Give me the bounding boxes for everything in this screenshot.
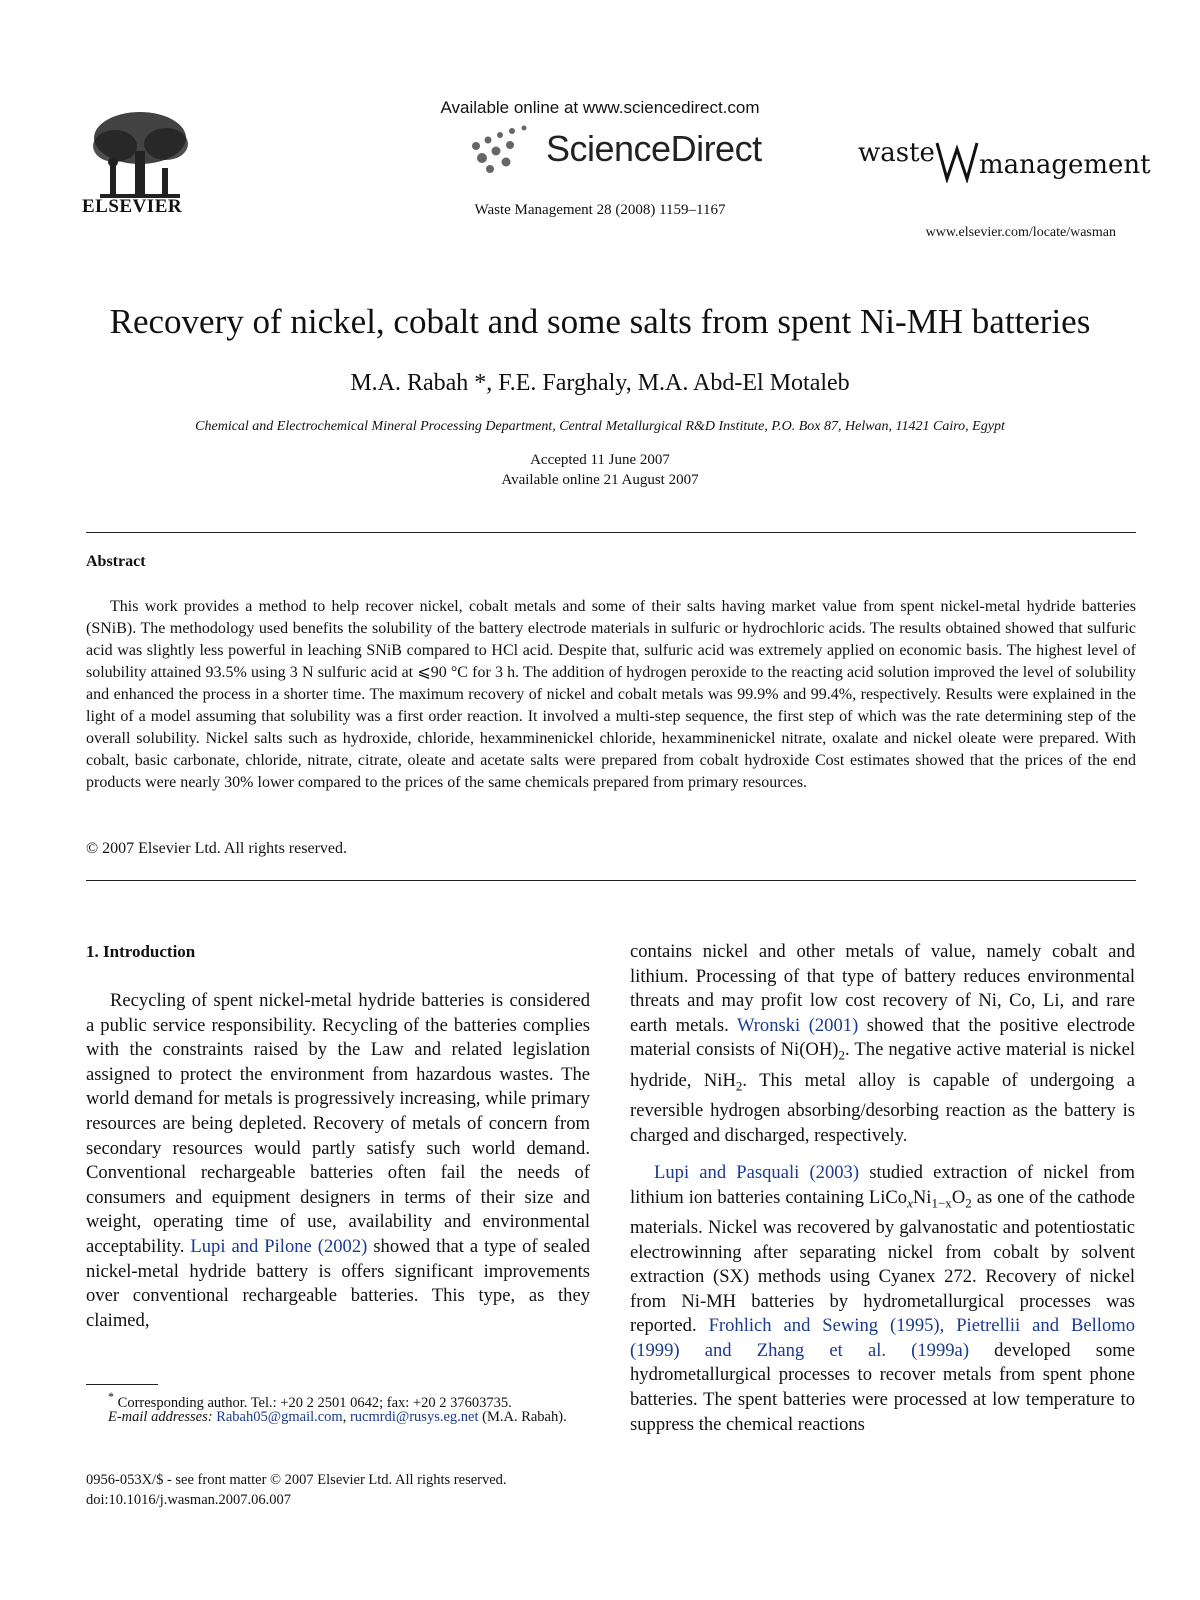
paragraph-text: developed some hydrometallurgical processes to recover metals from spent phone batteries. The spent batteries were processed at low temperature to suppress the chemical reactions — [630, 1339, 1135, 1435]
intro-text: Recycling of spent nickel-metal hydride batteries is considered a public service responsibility. Recycling of the batteries complies with the constraints raised by the Law and related legislation assigned to protect the environment from hazardous wastes. The world demand for metals is progressively increasing, while primary resources are being depleted. Recovery of metals of concern from secondary resources would partly satisfy such world demand. Conventional rechargeable batteries often fail the needs of consumers and equipment designers in terms of their size and weight, operating time of use, availability and environmental acceptability. — [86, 990, 590, 1257]
section-heading-introduction: 1. Introduction — [86, 942, 196, 961]
publisher-name: ELSEVIER — [82, 196, 183, 217]
email-link-1[interactable]: Rabah05@gmail.com — [216, 1409, 343, 1425]
email-link-2[interactable]: rucmrdi@rusys.eg.net — [349, 1409, 479, 1425]
citation-link[interactable]: Lupi and Pasquali (2003) — [654, 1162, 860, 1183]
waste-management-w-icon — [935, 139, 979, 183]
right-paragraph-1 — [630, 940, 1135, 1148]
paragraph-text: contains nickel and other metals of value, namely cobalt and lithium. Processing of that type of battery reduces environmental threats and may profit low cost recovery of Ni, Co, Li, and rare earth metals. — [630, 941, 1135, 1036]
paragraph-text: as one of the cathode materials. Nickel was recovered by galvanostatic and potentiostatic electrowinning after separating nickel from cobalt by solvent extraction (SX) methods using Cyanex 272. Recovery of nickel from Ni-MH batteries by hydrometallurgical processes was reported. — [630, 1186, 1136, 1337]
doi[interactable]: doi:10.1016/j.wasman.2007.06.007 — [86, 1492, 292, 1508]
footnote-marker: * — [108, 1390, 115, 1404]
available-online-text: Available online at www.sciencedirect.com — [440, 98, 760, 117]
paragraph-text: showed that the positive electrode material consists of Ni(OH) — [630, 1014, 1135, 1061]
accepted-date: Accepted 11 June 2007 — [530, 452, 670, 468]
sciencedirect-dots-icon — [468, 124, 548, 174]
online-date: Available online 21 August 2007 — [501, 472, 699, 488]
author-affiliation: Chemical and Electrochemical Mineral Processing Department, Central Metallurgical R&D Institute, P.O. Box 87, Helwan, 11421 Cairo, Egypt — [195, 419, 1005, 434]
journal-reference: Waste Management 28 (2008) 1159–1167 — [474, 202, 726, 218]
footnote-text: Corresponding author. Tel.: +20 2 2501 0642; fax: +20 2 37603735. — [117, 1394, 512, 1411]
subscript: 1−x — [931, 1195, 952, 1211]
email-label: E-mail addresses: — [108, 1409, 213, 1425]
paragraph-text: studied extraction of nickel from lithium ion batteries containing LiCo — [630, 1162, 1135, 1208]
intro-paragraph — [86, 989, 590, 1333]
article-authors: M.A. Rabah *, F.E. Farghaly, M.A. Abd-El Motaleb — [350, 370, 850, 396]
footnote-rule — [86, 1384, 158, 1385]
sciencedirect-wordmark: ScienceDirect — [546, 128, 762, 169]
subscript: x — [907, 1195, 913, 1211]
journal-url[interactable]: www.elsevier.com/locate/wasman — [925, 225, 1116, 240]
intro-text-tail: showed that a type of sealed nickel-metal hydride battery is offers significant improvements over conventional rechargeable batteries. This type, as they claimed, — [86, 1235, 591, 1331]
subscript: 2 — [965, 1195, 972, 1211]
paragraph-text: . The negative active material is nickel hydride, NiH — [630, 1039, 1135, 1091]
citation-link[interactable]: Frohlich and Sewing (1995), Pietrellii and Bellomo (1999) and Zhang et al. (1999a) — [630, 1315, 1136, 1361]
subscript: 2 — [838, 1048, 845, 1064]
paragraph-text: Ni — [912, 1186, 932, 1208]
subscript: 2 — [735, 1078, 743, 1094]
abstract-copyright: © 2007 Elsevier Ltd. All rights reserved. — [86, 840, 347, 857]
abstract-heading: Abstract — [86, 553, 146, 570]
divider-bottom — [86, 880, 1136, 881]
footnote-text: (M.A. Rabah). — [482, 1409, 567, 1425]
paragraph-text: O — [951, 1186, 966, 1208]
paragraph-text: . This metal alloy is capable of undergoing a reversible hydrogen absorbing/desorbing reaction as the battery is charged and discharged, respectively. — [630, 1069, 1135, 1146]
journal-logo-management: management — [978, 150, 1151, 180]
article-title: Recovery of nickel, cobalt and some salts from spent Ni-MH batteries — [109, 302, 1091, 341]
footnote-emails: E-mail addresses: Rabah05@gmail.com, rucmrdi@rusys.eg.net (M.A. Rabah). — [108, 1409, 567, 1425]
journal-logo-waste: waste — [858, 138, 935, 168]
abstract-body: This work provides a method to help recover nickel, cobalt metals and some of their salts having market value from spent nickel-metal hydride batteries (SNiB). The methodology used benefits the solubility of the battery electrode materials in sulfuric or hydrochloric acids. The results obtained showed that sulfuric acid was slightly less powerful in leaching SNiB compared to HCl acid. Despite that, sulfuric acid was extremely applied on economic basis. The highest level of solubility attained 93.5% using 3 N sulfuric acid at ⩽90 °C for 3 h. The addition of hydrogen peroxide to the reacting acid solution improved the level of solubility and enhanced the process in a shorter time. The maximum recovery of nickel and cobalt metals was 99.9% and 99.4%, respectively. Results were explained in the light of a model assuming that solubility was a first order reaction. It involved a multi-step sequence, the first step of which was the rate determining step of the overall solubility. Nickel salts such as hydroxide, chloride, hexamminenickel chloride, hexamminenickel nitrate, oxalate and nickel oleate were prepared. With cobalt, basic carbonate, chloride, nitrate, citrate, oleate and acetate salts were prepared from cobalt hydroxide Cost estimates showed that the prices of the end products were nearly 30% lower compared to the prices of the same chemicals prepared from primary resources. — [86, 598, 1136, 791]
front-matter: 0956-053X/$ - see front matter © 2007 Elsevier Ltd. All rights reserved. — [86, 1472, 507, 1488]
right-paragraph-2 — [630, 1161, 1135, 1437]
journal-logo — [858, 138, 1151, 183]
citation-link[interactable]: Wronski (2001) — [736, 1014, 859, 1036]
divider-top — [86, 532, 1136, 533]
citation-link[interactable]: Lupi and Pilone (2002) — [190, 1235, 368, 1257]
